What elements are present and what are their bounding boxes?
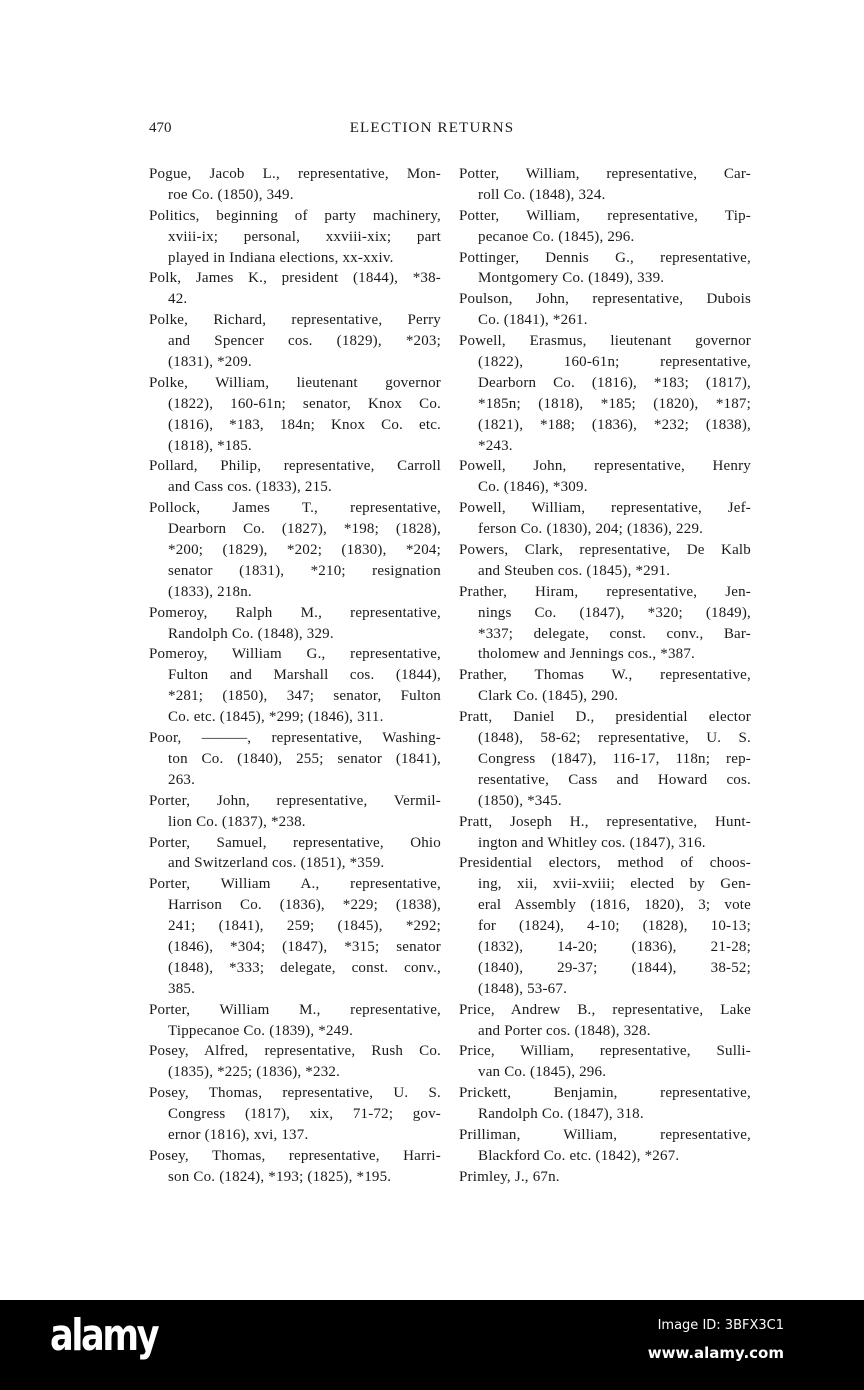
index-entry-line: *281; (1850), 347; senator, Fulton: [168, 688, 441, 705]
index-entry-line: son Co. (1824), *193; (1825), *195.: [168, 1168, 392, 1185]
index-entry-line: ferson Co. (1830), 204; (1836), 229.: [478, 521, 704, 538]
index-entry-line: Porter, Samuel, representative, Ohio: [149, 834, 441, 851]
index-entry-line: *337; delegate, const. conv., Bar-: [478, 625, 751, 642]
index-entry-line: (1831), *209.: [168, 354, 252, 371]
index-entry-line: (1848), *333; delegate, const. conv.,: [168, 959, 441, 976]
watermark-bar: [0, 1300, 864, 1390]
index-entry-line: (1816), *183, 184n; Knox Co. etc.: [168, 416, 441, 433]
index-entry-line: Pogue, Jacob L., representative, Mon-: [149, 166, 441, 182]
index-entry-line: (1822), 160-61n; senator, Knox Co.: [168, 395, 441, 412]
index-entry-line: Pratt, Daniel D., presidential elector: [459, 709, 751, 726]
index-entry-line: Powell, John, representative, Henry: [459, 458, 751, 475]
index-entry: [149, 1146, 441, 1188]
index-entry-line: Co. (1841), *261.: [478, 312, 588, 329]
index-entry-line: Posey, Thomas, representative, Harri-: [149, 1147, 441, 1164]
index-entry-line: Potter, William, representative, Tip-: [459, 207, 751, 224]
index-entry-line: and Porter cos. (1848), 328.: [478, 1022, 651, 1039]
index-entry-line: (1818), *185.: [168, 437, 252, 454]
index-entry: [459, 540, 751, 582]
index-entry-line: Randolph Co. (1848), 329.: [168, 625, 334, 642]
index-entry-line: Presidential electors, method of choos-: [459, 855, 751, 872]
image-id: Image ID: 3BFX3C1: [657, 1318, 784, 1333]
index-entry-line: Poor, ———, representative, Washing-: [149, 730, 441, 747]
index-entry-line: roe Co. (1850), 349.: [168, 186, 294, 203]
index-entry-line: Polke, William, lieutenant governor: [149, 374, 441, 391]
index-entry-line: Polk, James K., president (1844), *38-: [149, 270, 441, 287]
index-entry-line: roll Co. (1848), 324.: [478, 186, 606, 203]
index-entry-line: Randolph Co. (1847), 318.: [478, 1106, 644, 1123]
index-entry: [149, 498, 441, 602]
index-entry: [459, 853, 751, 999]
index-entry-line: *185n; (1818), *185; (1820), *187;: [478, 395, 751, 412]
index-entry-line: (1840), 29-37; (1844), 38-52;: [478, 959, 751, 976]
index-entry-line: Price, William, representative, Sulli-: [459, 1043, 751, 1060]
index-entry-line: ernor (1816), xvi, 137.: [168, 1126, 309, 1143]
index-entry-line: Powell, William, representative, Jef-: [459, 500, 751, 517]
index-entry-line: Co. (1846), *309.: [478, 479, 588, 496]
index-entry-line: Polke, Richard, representative, Perry: [149, 312, 441, 329]
index-entry: [149, 310, 441, 373]
index-entry-line: van Co. (1845), 296.: [478, 1064, 607, 1081]
index-entry-line: lion Co. (1837), *238.: [168, 813, 306, 830]
index-entry-line: resentative, Cass and Howard cos.: [478, 771, 751, 788]
index-entry-line: and Cass cos. (1833), 215.: [168, 479, 332, 496]
index-entry-line: Price, Andrew B., representative, Lake: [459, 1001, 751, 1018]
index-entry: [149, 268, 441, 310]
index-entry-line: (1848), 58-62; representative, U. S.: [478, 730, 751, 747]
index-entry-line: Primley, J., 67n.: [459, 1168, 560, 1185]
index-entry: [149, 791, 441, 833]
index-entry-line: *243.: [478, 437, 513, 454]
index-entry-line: Porter, William M., representative,: [149, 1001, 441, 1018]
index-entry-line: (1835), *225; (1836), *232.: [168, 1064, 341, 1081]
index-entry-line: (1833), 218n.: [168, 583, 252, 600]
index-entry-line: 263.: [168, 771, 196, 788]
index-entry-line: Dearborn Co. (1827), *198; (1828),: [168, 521, 441, 538]
index-entry: [459, 331, 751, 456]
index-entry-line: tholomew and Jennings cos., *387.: [478, 646, 695, 663]
index-entry-line: Pratt, Joseph H., representative, Hunt-: [459, 813, 751, 830]
index-entry-line: Prilliman, William, representative,: [459, 1126, 751, 1143]
index-entry-line: (1832), 14-20; (1836), 21-28;: [478, 938, 751, 955]
index-entry-line: Posey, Thomas, representative, U. S.: [149, 1085, 441, 1102]
index-entry: [459, 1083, 751, 1125]
index-entry: [459, 289, 751, 331]
index-entry-line: ing, xii, xvii-xviii; elected by Gen-: [478, 876, 751, 893]
index-entry-line: Pomeroy, William G., representative,: [149, 646, 441, 663]
index-entry: [459, 206, 751, 248]
index-entry: [149, 164, 441, 206]
index-entry: [459, 1041, 751, 1083]
index-entry-line: xviii-ix; personal, xxviii-xix; part: [168, 228, 441, 245]
index-entry-line: Congress (1817), xix, 71-72; gov-: [168, 1106, 441, 1123]
index-entry-line: Porter, William A., representative,: [149, 876, 441, 893]
index-entry-line: Congress (1847), 116-17, 118n; rep-: [478, 750, 751, 767]
index-entry: [459, 1000, 751, 1042]
index-entry-line: Blackford Co. etc. (1842), *267.: [478, 1147, 680, 1164]
index-entry-line: Clark Co. (1845), 290.: [478, 688, 619, 705]
index-entry: [459, 498, 751, 540]
index-entry: [149, 206, 441, 269]
index-entry-line: (1850), *345.: [478, 792, 562, 809]
index-entry-line: Montgomery Co. (1849), 339.: [478, 270, 665, 287]
alamy-logo: alamy: [50, 1310, 158, 1361]
index-entry-line: Porter, John, representative, Vermil-: [149, 792, 441, 809]
index-entry: [149, 728, 441, 791]
index-entry-line: Poulson, John, representative, Dubois: [459, 291, 751, 308]
index-entry-line: Powers, Clark, representative, De Kalb: [459, 542, 751, 559]
page-number: 470: [149, 120, 172, 136]
index-entry-line: Pomeroy, Ralph M., representative,: [149, 604, 441, 621]
index-entry: [149, 833, 441, 875]
index-entry-line: (1822), 160-61n; representative,: [478, 354, 751, 371]
index-entry-line: senator (1831), *210; resignation: [168, 562, 441, 579]
index-column-left: [149, 164, 441, 1188]
index-entry: [459, 582, 751, 666]
index-entry-line: and Steuben cos. (1845), *291.: [478, 562, 671, 579]
running-head: ELECTION RETURNS: [349, 120, 515, 136]
index-entry: [459, 164, 751, 206]
index-entry-line: Co. etc. (1845), *299; (1846), 311.: [168, 709, 384, 726]
index-entry-line: and Switzerland cos. (1851), *359.: [168, 855, 385, 872]
index-entry-line: Prickett, Benjamin, representative,: [459, 1085, 751, 1102]
index-entry-line: Pollock, James T., representative,: [149, 500, 441, 517]
index-entry-line: nings Co. (1847), *320; (1849),: [478, 604, 751, 621]
index-entry-line: Tippecanoe Co. (1839), *249.: [168, 1022, 354, 1039]
index-entry-line: Prather, Hiram, representative, Jen-: [459, 583, 751, 600]
index-entry-line: ton Co. (1840), 255; senator (1841),: [168, 750, 441, 767]
index-entry-line: Potter, William, representative, Car-: [459, 166, 751, 182]
index-entry-line: Dearborn Co. (1816), *183; (1817),: [478, 374, 751, 391]
site-url: www.alamy.com: [647, 1344, 784, 1362]
index-entry-line: Posey, Alfred, representative, Rush Co.: [149, 1043, 441, 1060]
index-entry: [149, 1083, 441, 1146]
index-entry: [149, 373, 441, 457]
index-entry-line: Fulton and Marshall cos. (1844),: [168, 667, 441, 684]
index-entry: [459, 707, 751, 811]
index-entry: [149, 1000, 441, 1042]
index-entry-line: 385.: [168, 980, 196, 997]
index-entry-line: for (1824), 4-10; (1828), 10-13;: [478, 918, 751, 935]
index-entry: [149, 603, 441, 645]
index-entry-line: and Spencer cos. (1829), *203;: [168, 333, 441, 350]
index-entry-line: Harrison Co. (1836), *229; (1838),: [168, 897, 441, 914]
index-entry-line: 241; (1841), 259; (1845), *292;: [168, 918, 441, 935]
index-entry-line: Pollard, Philip, representative, Carroll: [149, 458, 441, 475]
index-entry: [459, 1125, 751, 1167]
index-entry: [149, 874, 441, 999]
index-entry-line: eral Assembly (1816, 1820), 3; vote: [478, 897, 751, 914]
index-entry-line: Pottinger, Dennis G., representative,: [459, 249, 751, 266]
index-entry: [459, 248, 751, 290]
index-entry: [149, 644, 441, 728]
index-entry-line: (1821), *188; (1836), *232; (1838),: [478, 416, 751, 433]
index-entry-line: played in Indiana elections, xx-xxiv.: [168, 249, 394, 266]
index-entry: [459, 456, 751, 498]
index-entry: [149, 456, 441, 498]
index-entry-line: Prather, Thomas W., representative,: [459, 667, 751, 684]
index-entry-line: Politics, beginning of party machinery,: [149, 207, 441, 224]
index-entry: [459, 1167, 751, 1188]
index-entry: [459, 665, 751, 707]
index-entry-line: ington and Whitley cos. (1847), 316.: [478, 834, 706, 851]
index-entry-line: pecanoe Co. (1845), 296.: [478, 228, 635, 245]
index-entry-line: (1846), *304; (1847), *315; senator: [168, 938, 441, 955]
index-entry-line: (1848), 53-67.: [478, 980, 568, 997]
index-entry: [459, 812, 751, 854]
index-entry: [149, 1041, 441, 1083]
index-entry-line: 42.: [168, 291, 188, 308]
index-entry-line: *200; (1829), *202; (1830), *204;: [168, 542, 441, 559]
index-column-right: [459, 164, 751, 1188]
index-entry-line: Powell, Erasmus, lieutenant governor: [459, 333, 751, 350]
